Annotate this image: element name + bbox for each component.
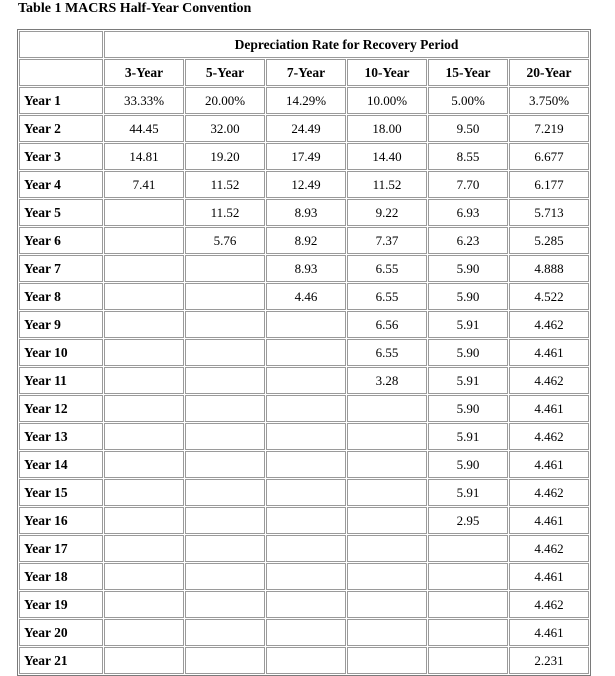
rate-cell: 5.91 — [428, 423, 508, 450]
rate-cell: 5.76 — [185, 227, 265, 254]
column-header: 10-Year — [347, 59, 427, 86]
rate-cell: 5.90 — [428, 339, 508, 366]
rate-cell: 7.70 — [428, 171, 508, 198]
macrs-table — [17, 29, 591, 676]
column-header: 5-Year — [185, 59, 265, 86]
row-label: Year 13 — [19, 423, 103, 450]
rate-cell: 17.49 — [266, 143, 346, 170]
rate-cell: 5.90 — [428, 451, 508, 478]
rate-cell: 14.29% — [266, 87, 346, 114]
row-label: Year 7 — [19, 255, 103, 282]
rate-cell — [104, 451, 184, 478]
rate-cell: 5.90 — [428, 395, 508, 422]
rate-cell: 6.55 — [347, 283, 427, 310]
rate-cell: 4.462 — [509, 367, 589, 394]
rate-cell — [266, 311, 346, 338]
row-label: Year 6 — [19, 227, 103, 254]
rate-cell: 4.522 — [509, 283, 589, 310]
table-row — [19, 591, 589, 618]
rate-cell — [185, 479, 265, 506]
table-row — [19, 311, 589, 338]
table-row — [19, 87, 589, 114]
rate-cell — [185, 507, 265, 534]
header-columns-row — [19, 59, 589, 86]
rate-cell — [104, 423, 184, 450]
rate-cell: 18.00 — [347, 115, 427, 142]
rate-cell: 5.285 — [509, 227, 589, 254]
rate-cell — [104, 395, 184, 422]
rate-cell: 6.177 — [509, 171, 589, 198]
rate-cell — [347, 395, 427, 422]
rate-cell: 19.20 — [185, 143, 265, 170]
table-row — [19, 507, 589, 534]
rate-cell: 14.81 — [104, 143, 184, 170]
rate-cell: 3.28 — [347, 367, 427, 394]
rate-cell: 4.462 — [509, 591, 589, 618]
rate-cell: 8.93 — [266, 255, 346, 282]
rate-cell — [104, 591, 184, 618]
rate-cell — [104, 535, 184, 562]
table-row — [19, 563, 589, 590]
rate-cell — [104, 507, 184, 534]
rate-cell: 8.92 — [266, 227, 346, 254]
rate-cell — [266, 619, 346, 646]
row-label: Year 4 — [19, 171, 103, 198]
rate-cell — [185, 367, 265, 394]
rate-cell: 12.49 — [266, 171, 346, 198]
header-corner-cell — [19, 31, 103, 58]
rate-cell — [347, 451, 427, 478]
row-label: Year 10 — [19, 339, 103, 366]
rate-cell — [104, 619, 184, 646]
rate-cell: 6.677 — [509, 143, 589, 170]
rate-cell — [428, 535, 508, 562]
rate-cell: 5.91 — [428, 311, 508, 338]
rate-cell: 7.37 — [347, 227, 427, 254]
rate-cell: 4.461 — [509, 339, 589, 366]
rate-cell: 4.462 — [509, 535, 589, 562]
row-label: Year 12 — [19, 395, 103, 422]
rate-cell — [104, 283, 184, 310]
rate-cell — [266, 535, 346, 562]
rate-cell: 6.56 — [347, 311, 427, 338]
column-header: 3-Year — [104, 59, 184, 86]
row-label: Year 2 — [19, 115, 103, 142]
column-header: 20-Year — [509, 59, 589, 86]
rate-cell — [104, 311, 184, 338]
rate-cell: 6.55 — [347, 255, 427, 282]
rate-cell: 4.462 — [509, 311, 589, 338]
table-row — [19, 171, 589, 198]
rate-cell: 11.52 — [185, 171, 265, 198]
row-label: Year 1 — [19, 87, 103, 114]
rate-cell — [266, 395, 346, 422]
table-row — [19, 451, 589, 478]
row-label: Year 21 — [19, 647, 103, 674]
rate-cell: 6.23 — [428, 227, 508, 254]
row-label: Year 18 — [19, 563, 103, 590]
row-label: Year 9 — [19, 311, 103, 338]
rate-cell: 4.46 — [266, 283, 346, 310]
rate-cell: 7.219 — [509, 115, 589, 142]
rate-cell — [185, 311, 265, 338]
rate-cell — [104, 255, 184, 282]
column-header: 15-Year — [428, 59, 508, 86]
rate-cell — [185, 339, 265, 366]
row-label: Year 17 — [19, 535, 103, 562]
rate-cell: 6.55 — [347, 339, 427, 366]
rate-cell: 44.45 — [104, 115, 184, 142]
rate-cell — [185, 535, 265, 562]
rate-cell: 4.888 — [509, 255, 589, 282]
rate-cell: 5.91 — [428, 367, 508, 394]
rate-cell — [266, 367, 346, 394]
rate-cell: 32.00 — [185, 115, 265, 142]
table-row — [19, 479, 589, 506]
rate-cell — [104, 339, 184, 366]
table-row — [19, 143, 589, 170]
table-row — [19, 339, 589, 366]
rate-cell: 10.00% — [347, 87, 427, 114]
rate-cell — [347, 479, 427, 506]
rate-cell: 4.461 — [509, 507, 589, 534]
row-label: Year 19 — [19, 591, 103, 618]
rate-cell — [428, 591, 508, 618]
rate-cell — [347, 423, 427, 450]
row-label: Year 20 — [19, 619, 103, 646]
rate-cell — [428, 619, 508, 646]
table-row — [19, 535, 589, 562]
table-row — [19, 423, 589, 450]
rate-cell: 6.93 — [428, 199, 508, 226]
rate-cell — [266, 451, 346, 478]
row-label: Year 3 — [19, 143, 103, 170]
rate-cell — [104, 479, 184, 506]
rate-cell — [266, 423, 346, 450]
rate-cell: 9.50 — [428, 115, 508, 142]
rate-cell: 14.40 — [347, 143, 427, 170]
rate-cell — [266, 563, 346, 590]
rate-cell — [428, 563, 508, 590]
rate-cell: 4.461 — [509, 451, 589, 478]
table-body — [19, 87, 589, 674]
rate-cell: 4.461 — [509, 563, 589, 590]
rate-cell — [104, 367, 184, 394]
rate-cell — [347, 619, 427, 646]
rate-cell — [266, 591, 346, 618]
table-row — [19, 227, 589, 254]
rate-cell — [185, 563, 265, 590]
rate-cell: 20.00% — [185, 87, 265, 114]
rate-cell: 24.49 — [266, 115, 346, 142]
rate-cell — [347, 535, 427, 562]
rate-cell: 4.462 — [509, 479, 589, 506]
rate-cell — [266, 339, 346, 366]
rate-cell — [266, 507, 346, 534]
header-empty-cell — [19, 59, 103, 86]
table-row — [19, 395, 589, 422]
table-row — [19, 283, 589, 310]
header-group-row — [19, 31, 589, 58]
row-label: Year 5 — [19, 199, 103, 226]
table-row — [19, 255, 589, 282]
rate-cell: 11.52 — [347, 171, 427, 198]
rate-cell: 2.231 — [509, 647, 589, 674]
row-label: Year 15 — [19, 479, 103, 506]
rate-cell — [266, 479, 346, 506]
rate-cell — [185, 395, 265, 422]
rate-cell — [104, 563, 184, 590]
row-label: Year 16 — [19, 507, 103, 534]
rate-cell: 2.95 — [428, 507, 508, 534]
rate-cell: 8.93 — [266, 199, 346, 226]
rate-cell: 5.91 — [428, 479, 508, 506]
rate-cell: 9.22 — [347, 199, 427, 226]
rate-cell: 33.33% — [104, 87, 184, 114]
table-row — [19, 619, 589, 646]
rate-cell: 5.90 — [428, 255, 508, 282]
rate-cell: 5.713 — [509, 199, 589, 226]
rate-cell: 5.00% — [428, 87, 508, 114]
rate-cell: 5.90 — [428, 283, 508, 310]
rate-cell: 11.52 — [185, 199, 265, 226]
rate-cell — [104, 227, 184, 254]
table-row — [19, 115, 589, 142]
row-label: Year 14 — [19, 451, 103, 478]
column-header: 7-Year — [266, 59, 346, 86]
table-caption: Table 1 MACRS Half-Year Convention — [18, 1, 252, 16]
group-header: Depreciation Rate for Recovery Period — [104, 31, 589, 58]
rate-cell — [185, 283, 265, 310]
rate-cell — [185, 423, 265, 450]
row-label: Year 11 — [19, 367, 103, 394]
rate-cell: 7.41 — [104, 171, 184, 198]
rate-cell: 4.461 — [509, 395, 589, 422]
rate-cell: 4.461 — [509, 619, 589, 646]
rate-cell — [347, 591, 427, 618]
rate-cell: 4.462 — [509, 423, 589, 450]
table-row — [19, 199, 589, 226]
row-label: Year 8 — [19, 283, 103, 310]
rate-cell — [185, 619, 265, 646]
rate-cell — [185, 255, 265, 282]
table-row — [19, 367, 589, 394]
rate-cell — [185, 591, 265, 618]
rate-cell — [347, 507, 427, 534]
rate-cell — [104, 199, 184, 226]
rate-cell — [347, 563, 427, 590]
rate-cell: 3.750% — [509, 87, 589, 114]
rate-cell: 8.55 — [428, 143, 508, 170]
rate-cell — [185, 451, 265, 478]
